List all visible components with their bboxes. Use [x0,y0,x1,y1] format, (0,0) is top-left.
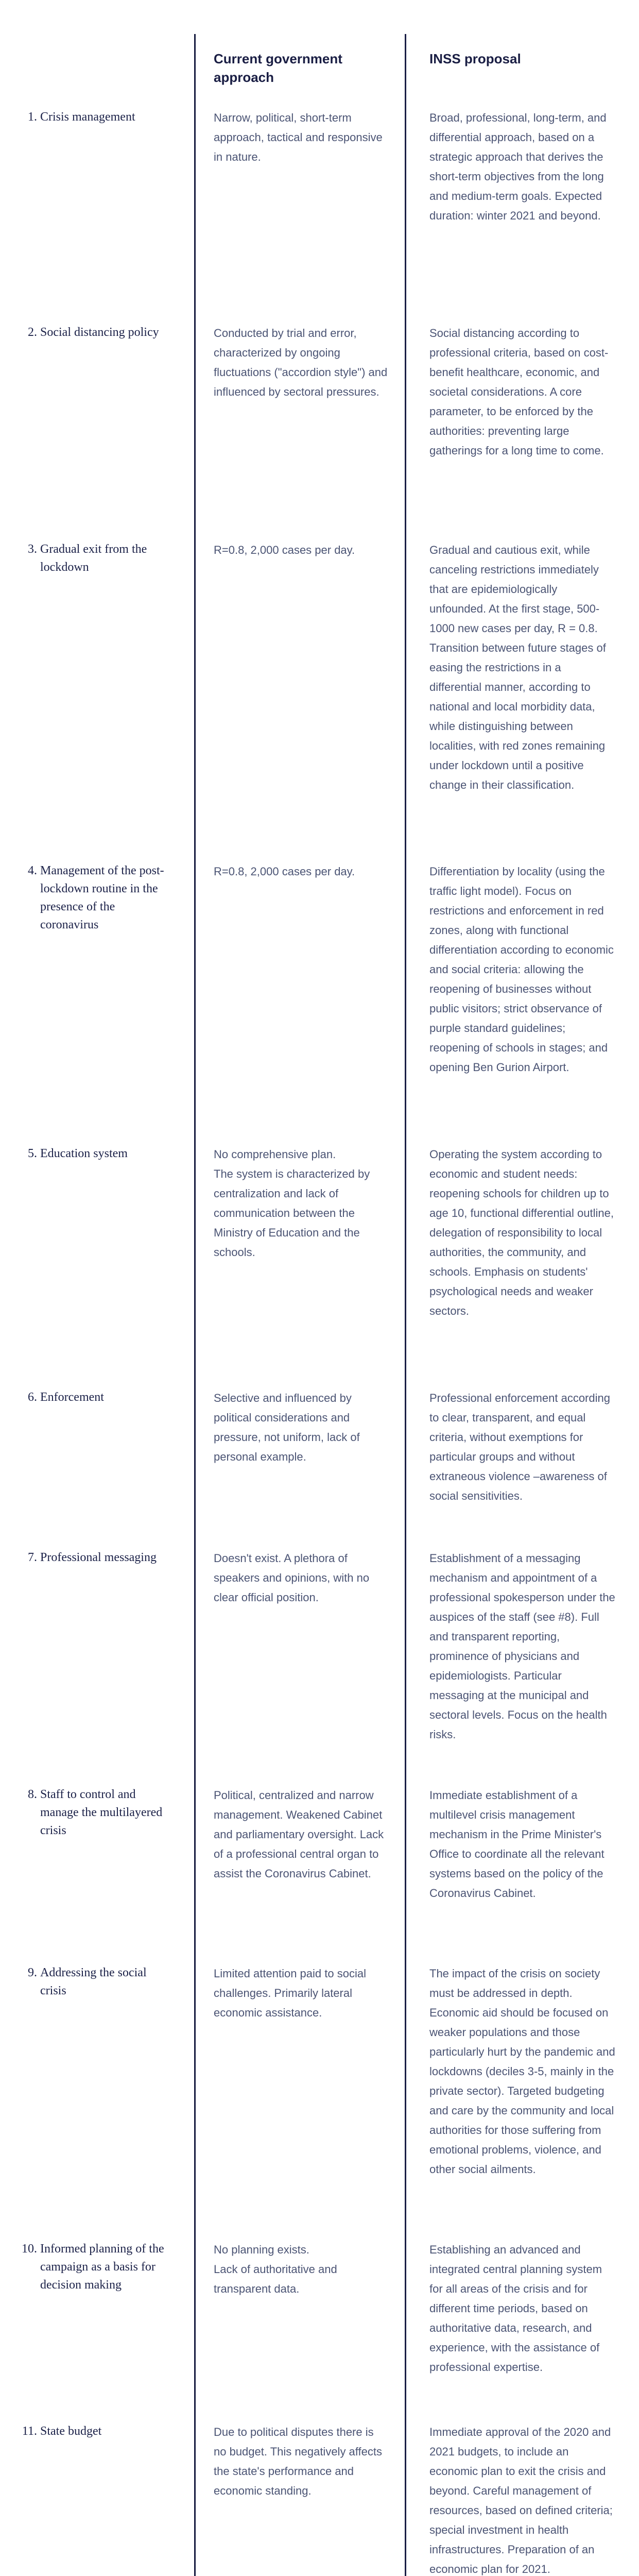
inss-proposal-heading: INSS proposal [429,51,521,66]
row-number: 11. [22,2425,37,2438]
row-topic: Addressing the social crisis [40,1966,147,1997]
current-approach-cell: Limited attention paid to social challenges. Primarily lateral economic assistance. [214,1967,366,2019]
current-approach-cell: R=0.8, 2,000 cases per day. [214,865,355,878]
row-number: 4. [28,864,37,877]
current-approach-cell: No comprehensive plan. The system is characterized by centralization and lack of communication between the Ministry of Education and the schools. [214,1148,370,1259]
row-number: 9. [28,1966,37,1979]
column-divider-left [194,34,196,2576]
row-number: 8. [28,1788,37,1801]
row-topic: Gradual exit from the lockdown [40,543,147,574]
inss-proposal-cell: Social distancing according to professional criteria, based on cost-benefit healthcare, economic, and societal considerations. A core parameter, to be enforced by the authorities: preventing large gatherings for a long time to come. [429,327,609,457]
row-number: 3. [28,543,37,556]
inss-proposal-cell: Establishing an advanced and integrated central planning system for all areas of the crisis and for different time periods, based on authoritative data, research, and experience, with the assistance of professional expertise. [429,2243,602,2374]
row-topic: Social distancing policy [40,326,159,339]
row-number: 2. [28,326,37,339]
current-approach-cell: Conducted by trial and error, characterized by ongoing fluctuations ("accordion style") and influenced by sectoral pressures. [214,327,388,398]
inss-proposal-cell: Establishment of a messaging mechanism and appointment of a professional spokesperson under the auspices of the staff (see #8). Full and transparent reporting, prominence of physicians and epidemiologists. Particular messaging at the municipal and sectoral levels. Focus on the health risks. [429,1552,615,1741]
row-number: 6. [28,1391,37,1404]
row-topic: Informed planning of the campaign as a basis for decision making [40,2242,164,2292]
row-number: 5. [28,1147,37,1160]
inss-proposal-cell: Immediate approval of the 2020 and 2021 budgets, to include an economic plan to exit the crisis and beyond. Careful management of resources, based on defined criteria; special investment in health infrastructures. Preparation of an economic plan for 2021. [429,2426,613,2575]
current-approach-cell: Selective and influenced by political considerations and pressure, not uniform, lack of personal example. [214,1392,360,1463]
inss-proposal-cell: Immediate establishment of a multilevel crisis management mechanism in the Prime Minister's Office to coordinate all the relevant systems based on the policy of the Coronavirus Cabinet. [429,1789,605,1900]
row-topic: Enforcement [40,1391,104,1404]
row-topic: State budget [40,2425,102,2438]
inss-proposal-cell: Operating the system according to economic and student needs: reopening schools for children up to age 10, functional differential outline, delegation of responsibility to local authorities, the community, and schools. Emphasis on students' psychological needs and weaker sectors. [429,1148,614,1317]
current-approach-cell: Doesn't exist. A plethora of speakers and opinions, with no clear official position. [214,1552,370,1604]
current-approach-cell: Narrow, political, short-term approach, tactical and responsive in nature. [214,111,383,163]
inss-proposal-cell: Broad, professional, long-term, and differential approach, based on a strategic approach that derives the short-term objectives from the long and medium-term goals. Expected duration: winter 2021 and beyond. [429,111,607,222]
row-topic: Education system [40,1147,128,1160]
current-approach-cell: Political, centralized and narrow management. Weakened Cabinet and parliamentary oversight. Lack of a professional central organ to assist the Coronavirus Cabinet. [214,1789,384,1880]
inss-proposal-cell: Professional enforcement according to clear, transparent, and equal criteria, without exemptions for particular groups and without extraneous violence –awareness of social sensitivities. [429,1392,610,1502]
row-number: 10. [22,2242,37,2256]
inss-proposal-cell: Gradual and cautious exit, while canceling restrictions immediately that are epidemiologically unfounded. At the first stage, 500-1000 new cases per day, R = 0.8. Transition between future stages of easing the restrictions in a differential manner, according to national and local morbidity data, while distinguishing between localities, with red zones remaining under lockdown until a positive change in their classification. [429,544,606,791]
current-approach-cell: No planning exists. Lack of authoritative and transparent data. [214,2243,337,2295]
inss-proposal-cell: Differentiation by locality (using the traffic light model). Focus on restrictions and enforcement in red zones, along with functional differentiation according to economic and social criteria: allowing the reopening of businesses without public visitors; strict observance of purple standard guidelines; reopening of schools in stages; and opening Ben Gurion Airport. [429,865,614,1074]
row-topic: Management of the post-lockdown routine in the presence of the coronavirus [40,864,164,931]
current-approach-cell: R=0.8, 2,000 cases per day. [214,544,355,556]
inss-proposal-cell: The impact of the crisis on society must be addressed in depth. Economic aid should be focused on weaker populations and those particularly hurt by the pandemic and lockdowns (deciles 3-5, mainly in the private sector). Targeted budgeting and care by the community and local authorities for those suffering from emotional problems, violence, and other social ailments. [429,1967,615,2176]
current-approach-heading: Current government approach [214,51,342,85]
row-topic: Staff to control and manage the multilayered crisis [40,1788,163,1837]
row-number: 7. [28,1551,37,1564]
row-topic: Professional messaging [40,1551,157,1564]
column-divider-right [405,34,406,2576]
row-number: 1. [28,110,37,124]
current-approach-cell: Due to political disputes there is no budget. This negatively affects the state's performance and economic standing. [214,2426,382,2497]
row-topic: Crisis management [40,110,135,124]
